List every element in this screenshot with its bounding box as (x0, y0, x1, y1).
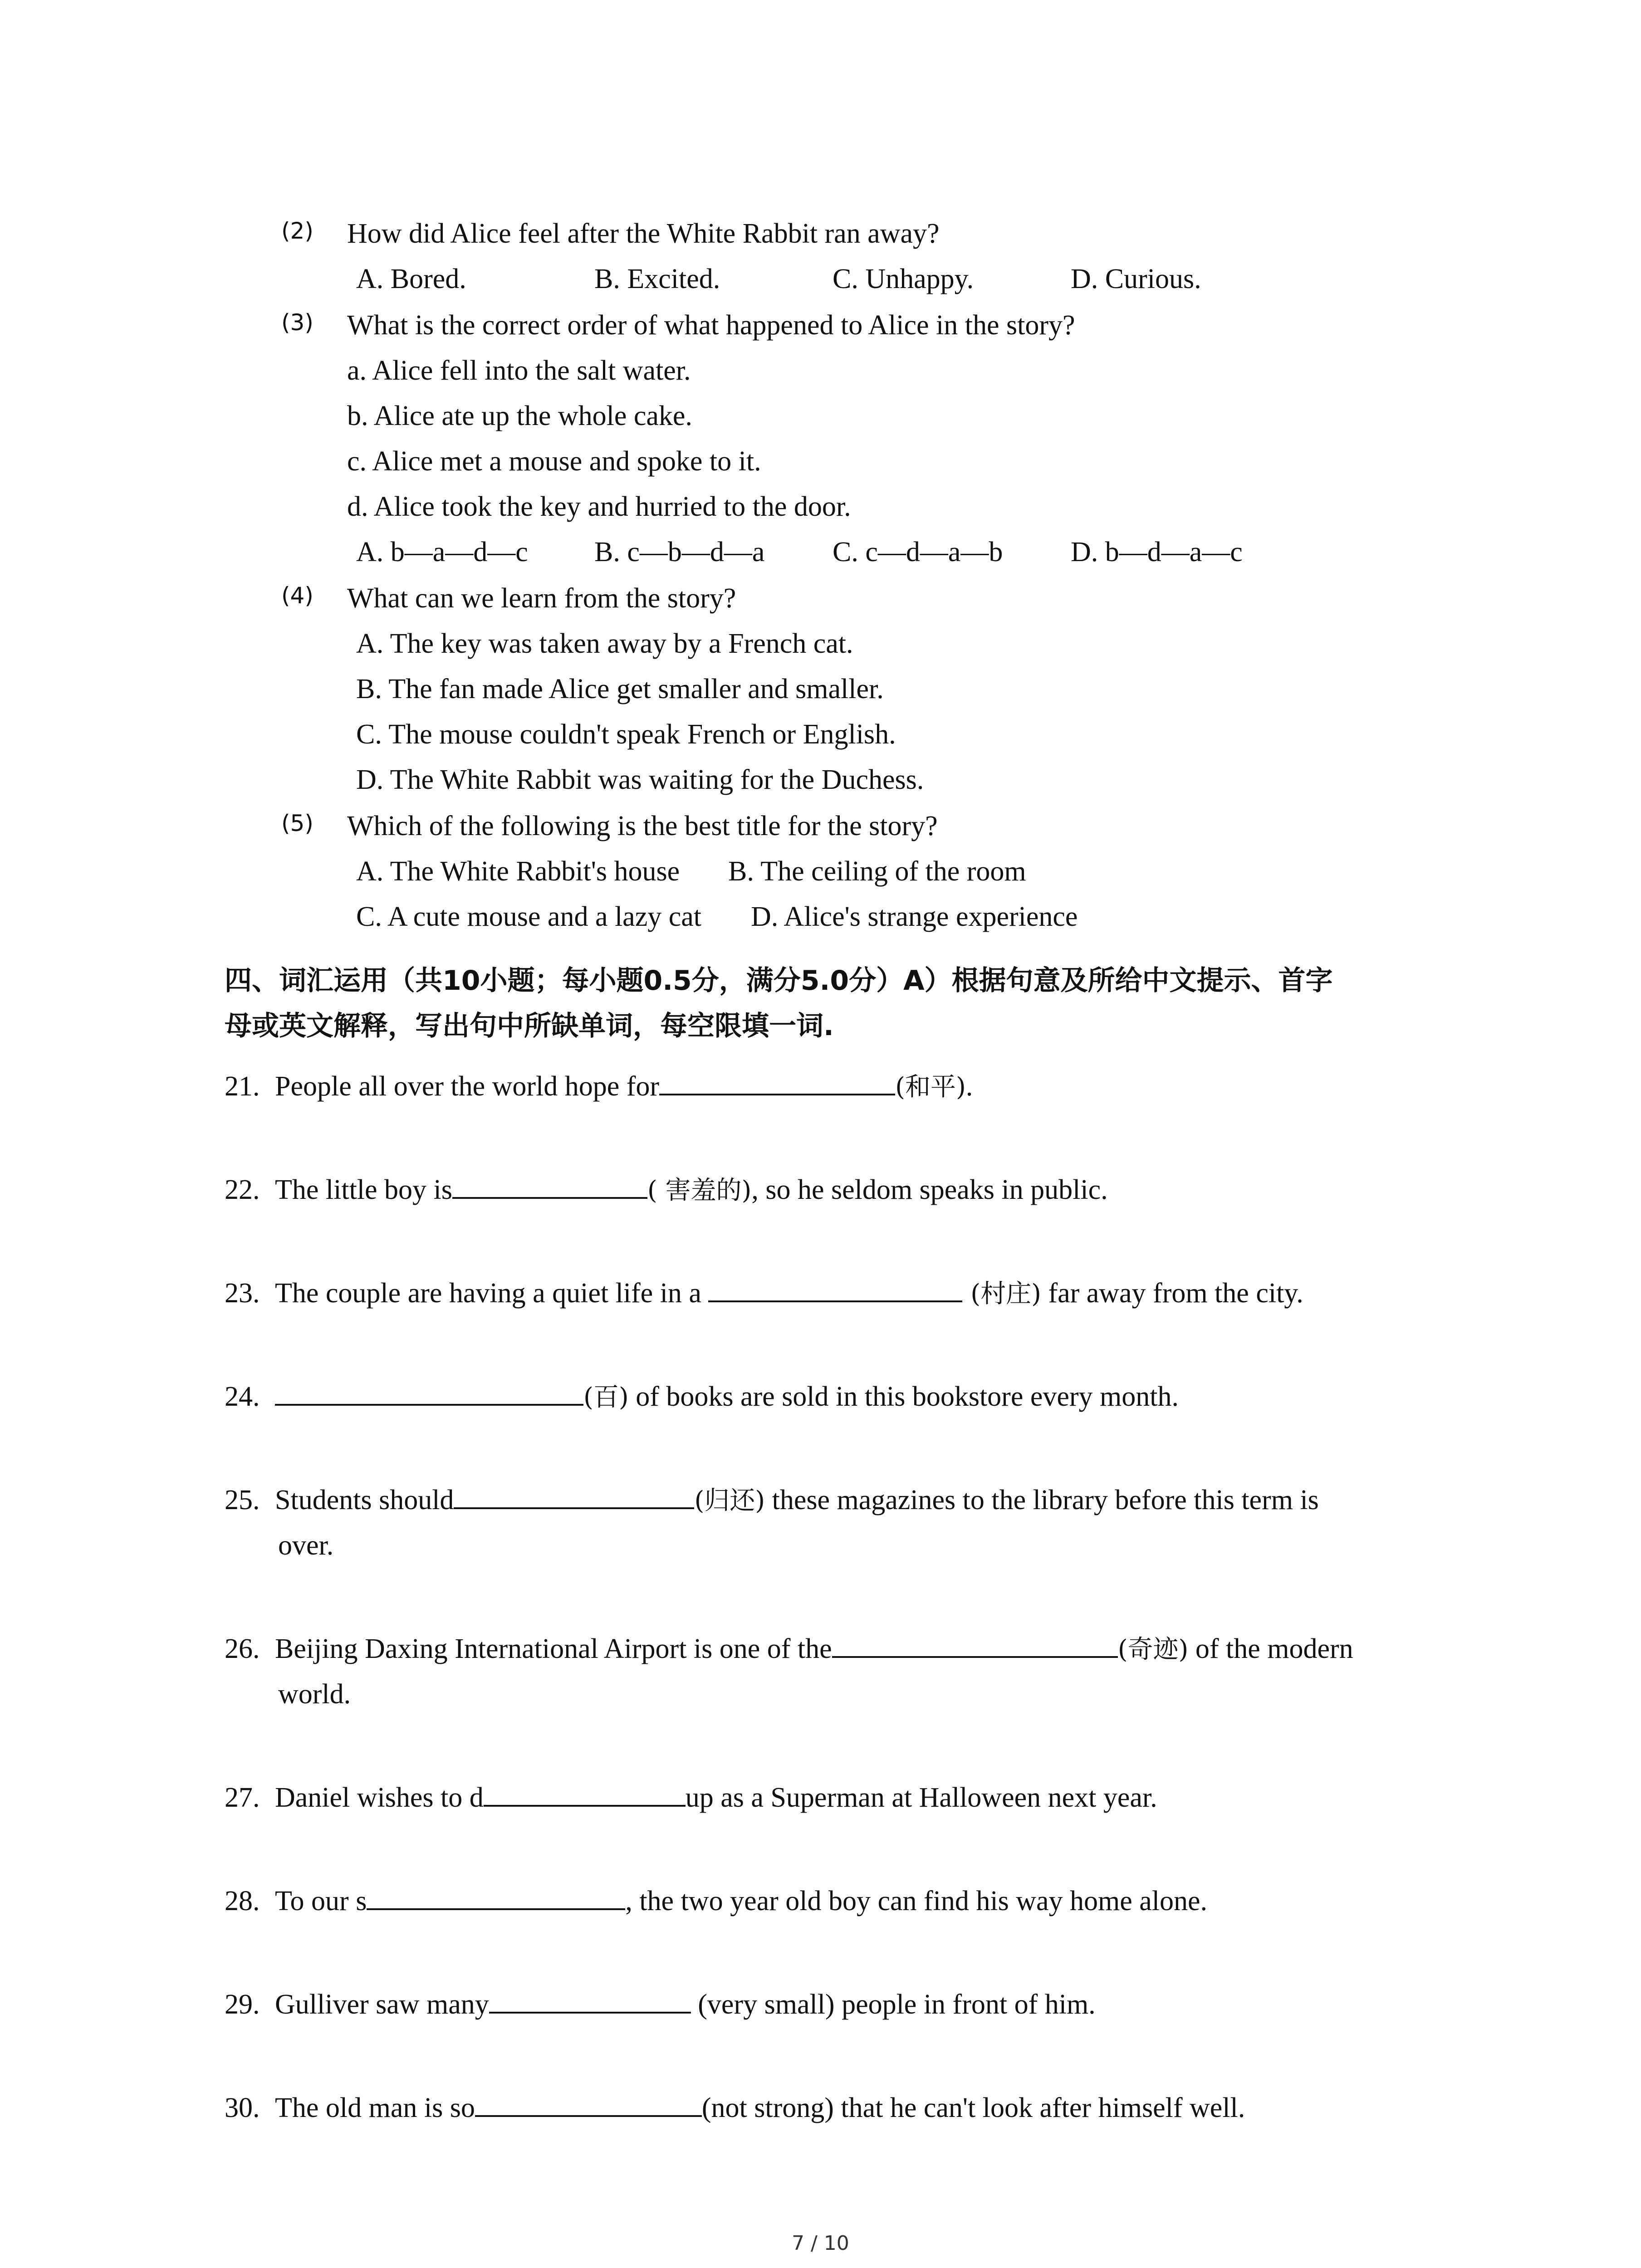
vocab-item-29 (225, 1982, 1096, 2028)
sentence-end: (very small) people in front of him. (691, 1989, 1096, 2020)
page-number: 7 / 10 (792, 2232, 849, 2255)
question-number: (2) (281, 218, 314, 244)
question-number: (4) (281, 582, 314, 609)
sentence-start: The little boy is (275, 1174, 452, 1205)
question-number: (5) (281, 810, 314, 836)
sentence-end: , the two year old boy can find his way home alone. (625, 1886, 1208, 1916)
item-number: 22. (225, 1174, 260, 1205)
option: D. Alice's strange experience (751, 901, 1078, 932)
sentence-end: , so he seldom speaks in public. (751, 1174, 1108, 1205)
option: C. Unhappy. (833, 264, 974, 294)
option: B. Excited. (594, 264, 720, 294)
option: D. The White Rabbit was waiting for the Duchess. (356, 764, 924, 795)
sentence-end: of books are sold in this bookstore every month. (628, 1381, 1179, 1412)
option: B. c—b—d—a (594, 537, 765, 567)
sentence-end: (not strong) that he can't look after himself well. (701, 2092, 1245, 2123)
item-number: 23. (225, 1278, 260, 1309)
option: C. c—d—a—b (833, 537, 1003, 567)
option: D. b—d—a—c (1071, 537, 1243, 567)
vocab-item-28 (225, 1878, 1207, 1925)
answer-blank[interactable] (475, 2089, 702, 2117)
question-number: (3) (281, 309, 314, 336)
chinese-hint: (百) (583, 1383, 629, 1412)
sentence-start: The couple are having a quiet life in a (275, 1278, 709, 1309)
sentence-start: People all over the world hope for (275, 1071, 660, 1102)
vocab-item-25 (225, 1477, 1319, 1524)
chinese-hint: (奇迹) (1117, 1635, 1189, 1664)
option: C. The mouse couldn't speak French or English. (356, 719, 896, 750)
sentence-start: Gulliver saw many (275, 1989, 489, 2020)
sentence-start: To our s (275, 1886, 367, 1916)
option: A. The White Rabbit's house (356, 856, 680, 887)
vocab-item-27 (225, 1775, 1157, 1821)
event-item: a. Alice fell into the salt water. (347, 355, 691, 386)
answer-blank[interactable] (708, 1274, 962, 1302)
answer-blank[interactable] (367, 1882, 625, 1910)
answer-blank[interactable] (275, 1378, 583, 1406)
option: C. A cute mouse and a lazy cat (356, 901, 701, 932)
sentence-end: . (965, 1071, 973, 1102)
answer-blank[interactable] (452, 1171, 647, 1199)
item-number: 29. (225, 1989, 260, 2020)
sentence-end: up as a Superman at Halloween next year. (685, 1782, 1157, 1813)
answer-blank[interactable] (489, 1985, 691, 2014)
item-number: 27. (225, 1782, 260, 1813)
chinese-hint: (村庄) (962, 1279, 1041, 1309)
sentence-start: Daniel wishes to d (275, 1782, 484, 1813)
vocab-item-30 (225, 2085, 1245, 2131)
sentence-start: Beijing Daxing International Airport is one of the (275, 1633, 832, 1664)
answer-blank[interactable] (454, 1481, 694, 1509)
item-number: 24. (225, 1381, 260, 1412)
vocab-item-24 (225, 1374, 1179, 1420)
option: B. The fan made Alice get smaller and smaller. (356, 674, 884, 704)
question-text: What can we learn from the story? (347, 583, 736, 614)
item-number: 21. (225, 1071, 260, 1102)
chinese-hint: ( 害羞的) (647, 1176, 752, 1205)
vocab-item-22 (225, 1167, 1108, 1213)
event-item: c. Alice met a mouse and spoke to it. (347, 446, 761, 477)
item-number: 25. (225, 1485, 260, 1515)
item-number: 30. (225, 2092, 260, 2123)
answer-blank[interactable] (832, 1630, 1118, 1658)
question-text: What is the correct order of what happened to Alice in the story? (347, 310, 1075, 341)
sentence-end: of the modern (1188, 1633, 1353, 1664)
option: A. The key was taken away by a French cat. (356, 628, 853, 659)
vocab-item-23 (225, 1271, 1303, 1317)
option: A. Bored. (356, 264, 466, 294)
event-item: b. Alice ate up the whole cake. (347, 401, 692, 431)
sentence-end: these magazines to the library before this term is (765, 1485, 1319, 1515)
sentence-end: far away from the city. (1041, 1278, 1303, 1309)
chinese-hint: (和平) (895, 1072, 966, 1102)
vocab-item-21 (225, 1064, 973, 1110)
item-number: 26. (225, 1633, 260, 1664)
answer-blank[interactable] (484, 1779, 686, 1807)
sentence-continuation: world. (278, 1679, 351, 1710)
event-item: d. Alice took the key and hurried to the door. (347, 491, 851, 522)
question-text: Which of the following is the best title for the story? (347, 811, 938, 841)
item-number: 28. (225, 1886, 260, 1916)
section-heading-cont: 母或英文解释，写出句中所缺单词，每空限填一词. (225, 1010, 834, 1042)
vocab-item-26 (225, 1626, 1353, 1672)
question-text: How did Alice feel after the White Rabbit ran away? (347, 218, 940, 249)
option: B. The ceiling of the room (728, 856, 1026, 887)
sentence-start: The old man is so (275, 2092, 475, 2123)
chinese-hint: (归还) (694, 1486, 765, 1515)
sentence-continuation: over. (278, 1530, 334, 1561)
sentence-start: Students should (275, 1485, 454, 1515)
option: D. Curious. (1071, 264, 1201, 294)
answer-blank[interactable] (659, 1067, 895, 1095)
option: A. b—a—d—c (356, 537, 528, 567)
section-heading: 四、词汇运用（共10小题；每小题0.5分，满分5.0分）A）根据句意及所给中文提示、首字 (225, 965, 1333, 997)
